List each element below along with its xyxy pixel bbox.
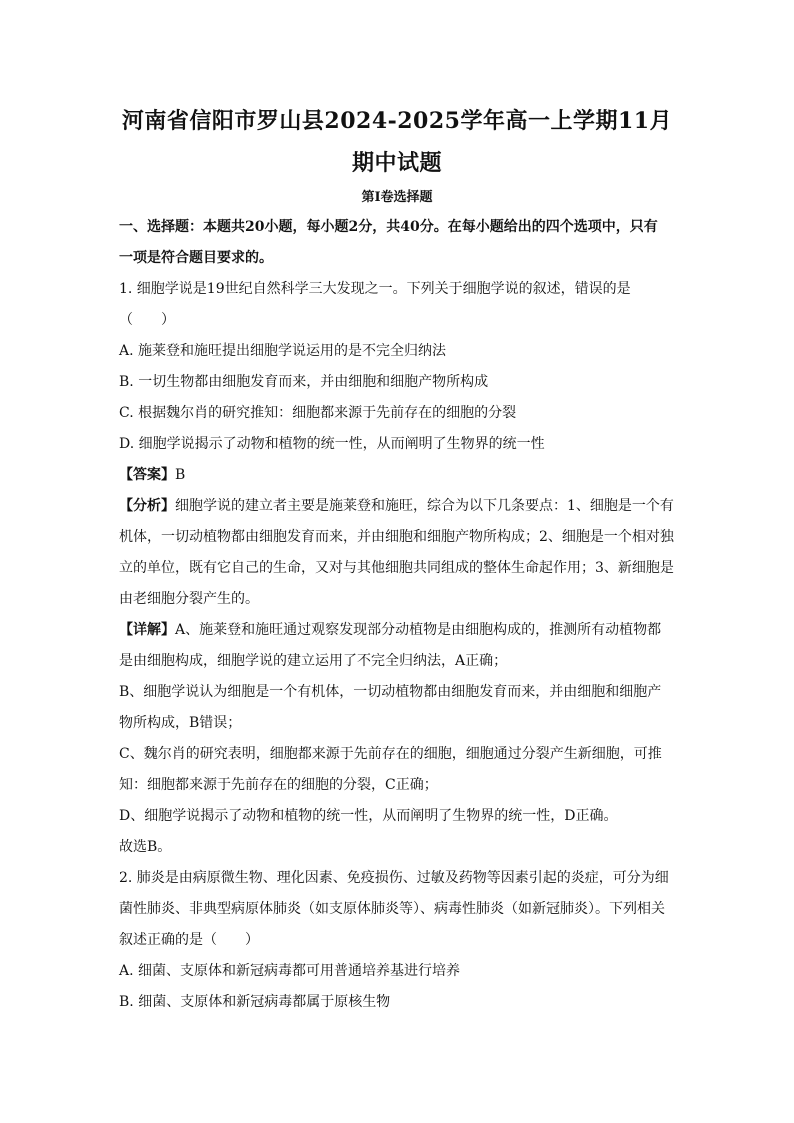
answer-label: 【答案】	[119, 467, 175, 483]
question-1-blank: （ ）	[119, 312, 175, 328]
detail-line: D、细胞学说揭示了动物和植物的统一性，从而阐明了生物界的统一性，D正确。	[119, 808, 618, 824]
detail-line: C、魏尔肖的研究表明，细胞都来源于先前存在的细胞，细胞通过分裂产生新细胞，可推	[119, 746, 662, 762]
question-1-answer	[119, 460, 679, 491]
section-heading: 第Ⅰ卷选择题	[361, 190, 433, 205]
instruction-line: 一项是符合题目要求的。	[119, 250, 273, 266]
question-2-stem: 菌性肺炎、非典型病原体肺炎（如支原体肺炎等）、病毒性肺炎（如新冠肺炎）。下列相关	[119, 901, 665, 917]
detail-text: A、施莱登和施旺通过观察发现部分动植物是由细胞构成的，推测所有动植物都	[175, 622, 662, 638]
question-1-option-b: B. 一切生物都由细胞发育而来，并由细胞和细胞产物所构成	[119, 374, 489, 390]
analysis-line: 机体，一切动植物都由细胞发育而来，并由细胞和细胞产物所构成；2、细胞是一个相对独	[119, 529, 674, 545]
detail-line: 物所构成，B错误；	[119, 715, 242, 731]
document-body	[119, 212, 679, 1018]
detail-line: 知：细胞都来源于先前存在的细胞的分裂，C正确；	[119, 777, 438, 793]
document-title-line-2: 期中试题	[351, 150, 442, 176]
detail-line: 是由细胞构成，细胞学说的建立运用了不完全归纳法，A正确；	[119, 653, 508, 669]
question-2-option-a: A. 细菌、支原体和新冠病毒都可用普通培养基进行培养	[119, 963, 461, 979]
question-2-stem: 2. 肺炎是由病原微生物、理化因素、免疫损伤、过敏及药物等因素引起的炎症，可分为细	[119, 870, 669, 886]
question-1-option-a: A. 施莱登和施旺提出细胞学说运用的是不完全归纳法	[119, 343, 447, 359]
detail-line	[119, 615, 679, 646]
detail-label: 【详解】	[119, 622, 175, 638]
conclusion-line: 故选B。	[119, 839, 172, 855]
question-2-stem: 叙述正确的是（ ）	[119, 932, 259, 948]
document-title-line-1: 河南省信阳市罗山县2024-2025学年高一上学期11月	[121, 108, 673, 134]
analysis-text: 细胞学说的建立者主要是施莱登和施旺，综合为以下几条要点：1、细胞是一个有	[175, 498, 674, 514]
question-1-stem: 1. 细胞学说是19世纪自然科学三大发现之一。下列关于细胞学说的叙述，错误的是	[119, 281, 631, 297]
detail-line: B、细胞学说认为细胞是一个有机体，一切动植物都由细胞发育而来，并由细胞和细胞产	[119, 684, 662, 700]
instruction-line: 一、选择题：本题共20小题，每小题2分，共40分。在每小题给出的四个选项中，只有	[119, 219, 658, 235]
question-1-option-d: D. 细胞学说揭示了动物和植物的统一性，从而阐明了生物界的统一性	[119, 436, 545, 452]
question-1-option-c: C. 根据魏尔肖的研究推知：细胞都来源于先前存在的细胞的分裂	[119, 405, 517, 421]
question-2-option-b: B. 细菌、支原体和新冠病毒都属于原核生物	[119, 994, 391, 1010]
analysis-line	[119, 491, 679, 522]
analysis-label: 【分析】	[119, 498, 175, 514]
answer-value: B	[175, 467, 186, 483]
analysis-line: 立的单位，既有它自己的生命，又对与其他细胞共同组成的整体生命起作用；3、新细胞是	[119, 560, 674, 576]
analysis-line: 由老细胞分裂产生的。	[119, 591, 259, 607]
